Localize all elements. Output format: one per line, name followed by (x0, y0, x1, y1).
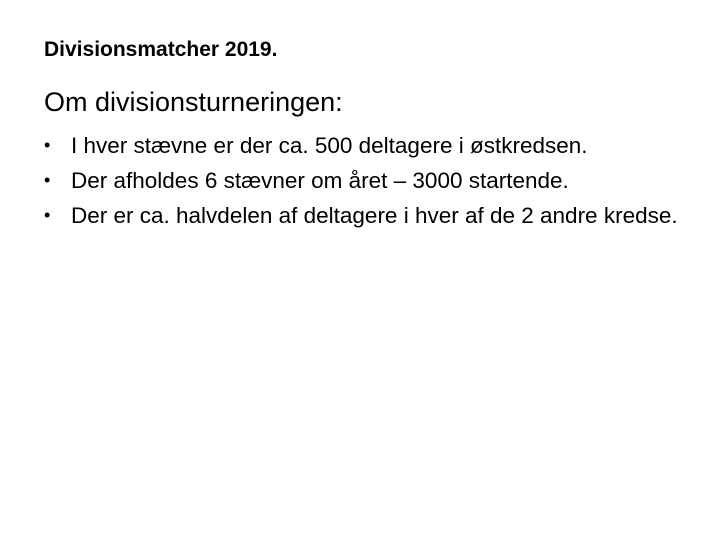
bullet-list (44, 128, 684, 233)
bullet-marker: • (44, 170, 51, 190)
bullet-marker: • (44, 135, 51, 155)
bullet-item (44, 128, 684, 163)
bullet-text: Der afholdes 6 stævner om året – 3000 startende. (71, 168, 569, 193)
slide-title: Divisionsmatcher 2019. (44, 38, 278, 61)
bullet-item (44, 198, 684, 233)
bullet-text: Der er ca. halvdelen af deltagere i hver af de 2 andre kredse. (71, 203, 678, 228)
section-heading: Om divisionsturneringen: (44, 87, 343, 117)
bullet-item (44, 163, 684, 198)
bullet-marker: • (44, 205, 51, 225)
bullet-text: I hver stævne er der ca. 500 deltagere i østkredsen. (71, 133, 588, 158)
